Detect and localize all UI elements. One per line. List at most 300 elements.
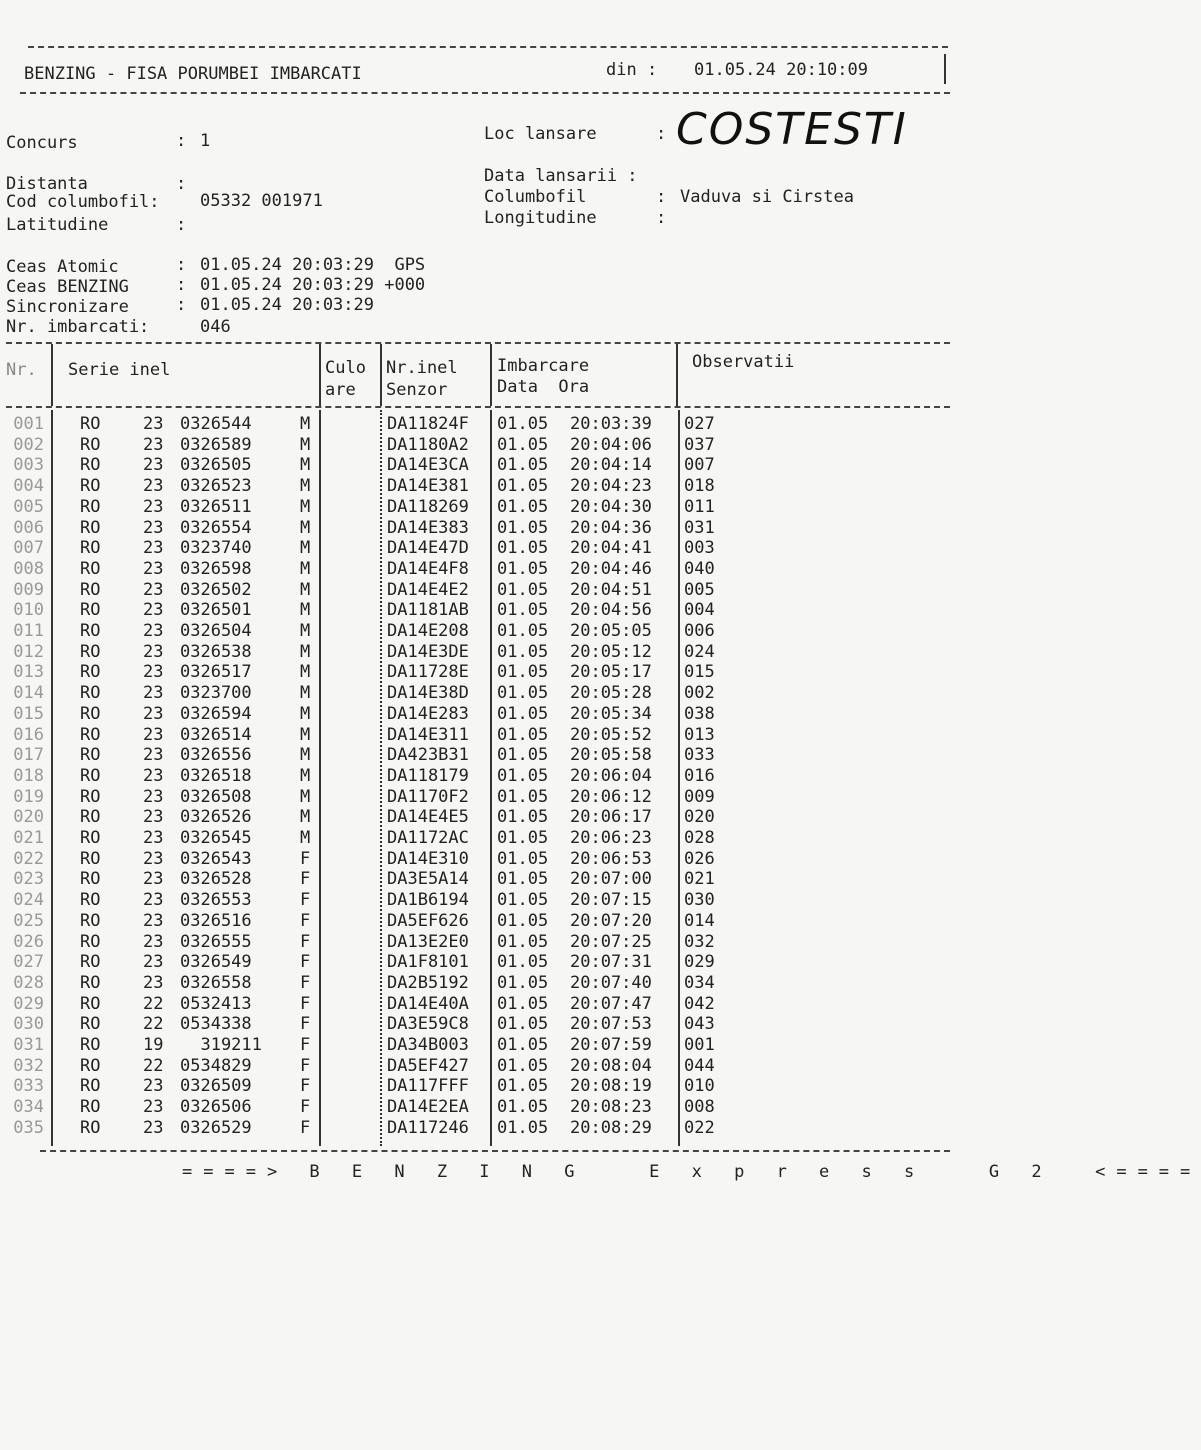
cell-country-code: RO bbox=[80, 890, 101, 911]
cell-country-code: RO bbox=[80, 538, 101, 559]
table-row bbox=[0, 807, 1024, 828]
cell-observatii: 021 bbox=[684, 869, 715, 890]
cell-sensor-id: DA3E59C8 bbox=[387, 1014, 469, 1035]
cell-observatii: 028 bbox=[684, 828, 715, 848]
cell-sex: M bbox=[300, 828, 311, 848]
table-row bbox=[0, 476, 1024, 497]
col-header-imbarcare: Imbarcare bbox=[497, 356, 590, 376]
table-row bbox=[0, 435, 1024, 456]
table-row bbox=[0, 621, 1024, 642]
cell-observatii: 026 bbox=[684, 848, 715, 869]
cell-basket-time: 20:04:14 bbox=[570, 455, 652, 476]
cell-sex: M bbox=[300, 683, 311, 704]
cell-basket-time: 20:04:23 bbox=[570, 476, 652, 497]
cell-row-number: 004 bbox=[13, 476, 44, 497]
col-separator bbox=[51, 344, 53, 406]
cell-ring-number: 0326543 bbox=[180, 848, 252, 869]
distanta-colon: : bbox=[176, 174, 187, 194]
col-header-nr: Nr. bbox=[6, 360, 37, 380]
cell-row-number: 024 bbox=[13, 890, 44, 911]
cell-row-number: 001 bbox=[13, 414, 44, 434]
cell-basket-time: 20:05:58 bbox=[570, 745, 652, 766]
date-label: din : bbox=[606, 60, 658, 80]
cell-ring-year: 23 bbox=[143, 1076, 164, 1097]
cell-ring-number: 0326508 bbox=[180, 786, 252, 807]
table-row bbox=[0, 890, 1024, 911]
cell-country-code: RO bbox=[80, 600, 101, 621]
cell-ring-number: 0323740 bbox=[180, 538, 252, 559]
footer-benzing-express: ====> B E N Z I N G E x p r e s s G 2 <==== bbox=[182, 1162, 1201, 1182]
header-top-rule bbox=[28, 46, 948, 48]
cell-observatii: 034 bbox=[684, 972, 715, 993]
cell-sex: F bbox=[300, 993, 311, 1014]
cell-ring-year: 23 bbox=[143, 455, 164, 476]
cell-basket-time: 20:06:04 bbox=[570, 765, 652, 786]
cell-basket-time: 20:04:56 bbox=[570, 600, 652, 621]
cell-row-number: 005 bbox=[13, 496, 44, 517]
table-row bbox=[0, 787, 1024, 808]
cell-basket-time: 20:04:36 bbox=[570, 517, 652, 538]
cell-basket-date: 01.05 bbox=[497, 724, 549, 745]
table-row bbox=[0, 600, 1024, 621]
cell-row-number: 017 bbox=[13, 745, 44, 766]
cell-country-code: RO bbox=[80, 683, 101, 704]
cell-basket-time: 20:06:12 bbox=[570, 786, 652, 807]
cell-sensor-id: DA14E208 bbox=[387, 621, 469, 641]
cell-observatii: 001 bbox=[684, 1035, 715, 1055]
cell-country-code: RO bbox=[80, 662, 101, 683]
cell-ring-number: 0326555 bbox=[180, 931, 252, 952]
cell-ring-year: 23 bbox=[143, 869, 164, 890]
cell-sensor-id: DA1180A2 bbox=[387, 434, 469, 455]
cell-sex: M bbox=[300, 414, 311, 434]
cell-basket-time: 20:07:25 bbox=[570, 931, 652, 952]
cell-country-code: RO bbox=[80, 496, 101, 517]
cell-sensor-id: DA1170F2 bbox=[387, 786, 469, 807]
cell-ring-year: 23 bbox=[143, 600, 164, 621]
longitudine-label: Longitudine bbox=[484, 208, 597, 228]
cell-observatii: 022 bbox=[684, 1117, 715, 1138]
cell-observatii: 027 bbox=[684, 414, 715, 434]
cell-sensor-id: DA14E38D bbox=[387, 683, 469, 704]
cell-basket-date: 01.05 bbox=[497, 641, 549, 662]
cell-basket-time: 20:06:23 bbox=[570, 828, 652, 848]
cell-basket-date: 01.05 bbox=[497, 931, 549, 952]
cell-sex: F bbox=[300, 1076, 311, 1097]
table-top-rule bbox=[6, 342, 950, 344]
cell-sensor-id: DA14E4F8 bbox=[387, 558, 469, 579]
loc-lansare-handwritten: COSTESTI bbox=[676, 104, 908, 155]
cell-observatii: 033 bbox=[684, 745, 715, 766]
cell-sex: M bbox=[300, 455, 311, 476]
cell-row-number: 021 bbox=[13, 828, 44, 848]
cell-basket-date: 01.05 bbox=[497, 972, 549, 993]
cell-basket-date: 01.05 bbox=[497, 476, 549, 497]
cell-sex: M bbox=[300, 745, 311, 766]
cell-row-number: 032 bbox=[13, 1055, 44, 1076]
cell-basket-time: 20:08:19 bbox=[570, 1076, 652, 1097]
col-header-nr-inel: Nr.inel bbox=[386, 358, 458, 378]
table-row bbox=[0, 725, 1024, 746]
cell-sensor-id: DA117246 bbox=[387, 1117, 469, 1138]
cell-ring-number: 0532413 bbox=[180, 993, 252, 1014]
cell-ring-number: 0326549 bbox=[180, 952, 252, 973]
cell-ring-year: 23 bbox=[143, 745, 164, 766]
cell-country-code: RO bbox=[80, 807, 101, 828]
cell-row-number: 015 bbox=[13, 703, 44, 724]
cell-observatii: 043 bbox=[684, 1014, 715, 1035]
cell-sensor-id: DA1B6194 bbox=[387, 890, 469, 911]
longitudine-colon: : bbox=[656, 208, 667, 228]
cell-row-number: 014 bbox=[13, 683, 44, 704]
cell-basket-time: 20:07:20 bbox=[570, 910, 652, 931]
cell-basket-date: 01.05 bbox=[497, 807, 549, 828]
cell-country-code: RO bbox=[80, 414, 101, 434]
data-lansarii-label: Data lansarii : bbox=[484, 166, 638, 186]
cell-basket-date: 01.05 bbox=[497, 786, 549, 807]
table-row bbox=[0, 1035, 1024, 1056]
cell-row-number: 020 bbox=[13, 807, 44, 828]
cell-ring-number: 0326529 bbox=[180, 1117, 252, 1138]
ceas-atomic-value: 01.05.24 20:03:29 GPS bbox=[200, 255, 426, 275]
cell-observatii: 007 bbox=[684, 455, 715, 476]
cell-country-code: RO bbox=[80, 869, 101, 890]
cell-basket-date: 01.05 bbox=[497, 496, 549, 517]
ceas-benzing-colon: : bbox=[176, 275, 187, 295]
cell-country-code: RO bbox=[80, 765, 101, 786]
cell-observatii: 020 bbox=[684, 807, 715, 828]
col-header-culoare-2: are bbox=[325, 380, 356, 400]
table-row bbox=[0, 766, 1024, 787]
cell-sensor-id: DA11728E bbox=[387, 662, 469, 683]
cell-sensor-id: DA14E3DE bbox=[387, 641, 469, 662]
cell-basket-date: 01.05 bbox=[497, 517, 549, 538]
cell-ring-number: 0326511 bbox=[180, 496, 252, 517]
cell-ring-year: 23 bbox=[143, 662, 164, 683]
cell-observatii: 008 bbox=[684, 1097, 715, 1118]
cell-basket-time: 20:05:28 bbox=[570, 683, 652, 704]
distanta-label: Distanta bbox=[6, 174, 88, 194]
cell-sensor-id: DA1172AC bbox=[387, 828, 469, 848]
cell-sex: F bbox=[300, 952, 311, 973]
cell-ring-year: 23 bbox=[143, 890, 164, 911]
cell-observatii: 042 bbox=[684, 993, 715, 1014]
cell-row-number: 019 bbox=[13, 786, 44, 807]
cell-sex: M bbox=[300, 517, 311, 538]
col-header-observatii: Observatii bbox=[692, 352, 795, 372]
table-row bbox=[0, 559, 1024, 580]
cell-ring-number: 0326505 bbox=[180, 455, 252, 476]
cell-country-code: RO bbox=[80, 786, 101, 807]
cell-basket-date: 01.05 bbox=[497, 600, 549, 621]
cell-basket-date: 01.05 bbox=[497, 993, 549, 1014]
cell-ring-year: 23 bbox=[143, 579, 164, 600]
cell-ring-number: 0326558 bbox=[180, 972, 252, 993]
cell-row-number: 006 bbox=[13, 517, 44, 538]
cell-basket-time: 20:08:29 bbox=[570, 1117, 652, 1138]
concurs-label: Concurs bbox=[6, 133, 78, 153]
cell-ring-year: 23 bbox=[143, 972, 164, 993]
header-bottom-rule bbox=[20, 92, 950, 94]
table-row bbox=[0, 683, 1024, 704]
cell-ring-year: 19 bbox=[143, 1035, 164, 1055]
ceas-benzing-value: 01.05.24 20:03:29 +000 bbox=[200, 275, 426, 295]
cell-ring-number: 0326501 bbox=[180, 600, 252, 621]
cell-sex: M bbox=[300, 724, 311, 745]
header-right-bar bbox=[944, 54, 946, 84]
cell-row-number: 028 bbox=[13, 972, 44, 993]
cell-basket-date: 01.05 bbox=[497, 1035, 549, 1055]
cell-basket-time: 20:07:15 bbox=[570, 890, 652, 911]
cell-sex: F bbox=[300, 1097, 311, 1118]
cell-sex: F bbox=[300, 1055, 311, 1076]
cell-observatii: 002 bbox=[684, 683, 715, 704]
col-header-culoare: Culo bbox=[325, 358, 366, 378]
cell-sex: M bbox=[300, 621, 311, 641]
cell-ring-year: 23 bbox=[143, 724, 164, 745]
cell-sex: M bbox=[300, 703, 311, 724]
cell-sensor-id: DA14E40A bbox=[387, 993, 469, 1014]
cell-observatii: 004 bbox=[684, 600, 715, 621]
table-row bbox=[0, 538, 1024, 559]
cell-ring-number: 0326523 bbox=[180, 476, 252, 497]
table-row bbox=[0, 745, 1024, 766]
ceas-benzing-label: Ceas BENZING bbox=[6, 277, 129, 297]
table-row bbox=[0, 973, 1024, 994]
cell-basket-date: 01.05 bbox=[497, 558, 549, 579]
cell-sensor-id: DA14E3CA bbox=[387, 455, 469, 476]
table-row bbox=[0, 849, 1024, 870]
table-row bbox=[0, 518, 1024, 539]
cell-country-code: RO bbox=[80, 745, 101, 766]
cell-sensor-id: DA3E5A14 bbox=[387, 869, 469, 890]
cell-basket-date: 01.05 bbox=[497, 414, 549, 434]
cell-country-code: RO bbox=[80, 641, 101, 662]
cell-sensor-id: DA34B003 bbox=[387, 1035, 469, 1055]
cell-sensor-id: DA118179 bbox=[387, 765, 469, 786]
cell-basket-time: 20:07:59 bbox=[570, 1035, 652, 1055]
cell-sex: F bbox=[300, 869, 311, 890]
cell-sex: F bbox=[300, 1117, 311, 1138]
cell-row-number: 016 bbox=[13, 724, 44, 745]
sincronizare-label: Sincronizare bbox=[6, 297, 129, 317]
columbofil-value: Vaduva si Cirstea bbox=[680, 187, 854, 207]
report-title: BENZING - FISA PORUMBEI IMBARCATI bbox=[24, 64, 362, 84]
cell-observatii: 009 bbox=[684, 786, 715, 807]
cell-basket-date: 01.05 bbox=[497, 890, 549, 911]
cell-row-number: 007 bbox=[13, 538, 44, 559]
cell-ring-year: 22 bbox=[143, 1014, 164, 1035]
cell-ring-year: 23 bbox=[143, 828, 164, 848]
latitudine-label: Latitudine bbox=[6, 215, 109, 235]
cell-basket-date: 01.05 bbox=[497, 683, 549, 704]
cell-observatii: 040 bbox=[684, 558, 715, 579]
table-bottom-rule bbox=[40, 1150, 950, 1152]
cell-ring-number: 0326594 bbox=[180, 703, 252, 724]
cell-basket-date: 01.05 bbox=[497, 662, 549, 683]
cell-observatii: 032 bbox=[684, 931, 715, 952]
table-row bbox=[0, 642, 1024, 663]
cell-basket-time: 20:05:05 bbox=[570, 621, 652, 641]
cell-observatii: 003 bbox=[684, 538, 715, 559]
cell-country-code: RO bbox=[80, 993, 101, 1014]
table-row bbox=[0, 455, 1024, 476]
cell-sex: F bbox=[300, 931, 311, 952]
table-row bbox=[0, 994, 1024, 1015]
cell-sensor-id: DA13E2E0 bbox=[387, 931, 469, 952]
cell-ring-number: 0326526 bbox=[180, 807, 252, 828]
cell-observatii: 030 bbox=[684, 890, 715, 911]
cell-ring-number: 0326544 bbox=[180, 414, 252, 434]
cell-observatii: 044 bbox=[684, 1055, 715, 1076]
cell-basket-date: 01.05 bbox=[497, 745, 549, 766]
cell-ring-number: 0326598 bbox=[180, 558, 252, 579]
cell-basket-time: 20:08:04 bbox=[570, 1055, 652, 1076]
cell-basket-time: 20:04:06 bbox=[570, 434, 652, 455]
cell-sex: M bbox=[300, 558, 311, 579]
cell-country-code: RO bbox=[80, 931, 101, 952]
table-row bbox=[0, 497, 1024, 518]
cell-row-number: 018 bbox=[13, 765, 44, 786]
cell-basket-date: 01.05 bbox=[497, 848, 549, 869]
cell-row-number: 022 bbox=[13, 848, 44, 869]
cell-ring-year: 23 bbox=[143, 538, 164, 559]
cell-sex: M bbox=[300, 434, 311, 455]
col-separator bbox=[319, 344, 321, 406]
cell-ring-number: 0326518 bbox=[180, 765, 252, 786]
table-row bbox=[0, 1056, 1024, 1077]
cell-sensor-id: DA14E383 bbox=[387, 517, 469, 538]
cell-basket-time: 20:04:30 bbox=[570, 496, 652, 517]
cell-country-code: RO bbox=[80, 579, 101, 600]
cell-ring-year: 23 bbox=[143, 1097, 164, 1118]
sincronizare-colon: : bbox=[176, 295, 187, 315]
cell-observatii: 016 bbox=[684, 765, 715, 786]
cell-observatii: 029 bbox=[684, 952, 715, 973]
cell-ring-year: 23 bbox=[143, 848, 164, 869]
concurs-colon: : bbox=[176, 131, 197, 151]
cell-basket-time: 20:04:41 bbox=[570, 538, 652, 559]
cell-sex: F bbox=[300, 910, 311, 931]
cell-sensor-id: DA1F8101 bbox=[387, 952, 469, 973]
cell-basket-date: 01.05 bbox=[497, 455, 549, 476]
cell-basket-date: 01.05 bbox=[497, 538, 549, 559]
cell-sensor-id: DA14E381 bbox=[387, 476, 469, 497]
cell-sensor-id: DA2B5192 bbox=[387, 972, 469, 993]
cell-ring-year: 22 bbox=[143, 1055, 164, 1076]
cell-row-number: 027 bbox=[13, 952, 44, 973]
table-row bbox=[0, 662, 1024, 683]
nr-imbarcati-value: 046 bbox=[200, 317, 231, 337]
cell-ring-year: 23 bbox=[143, 683, 164, 704]
table-row bbox=[0, 828, 1024, 849]
ceas-atomic-colon: : bbox=[176, 255, 187, 275]
cell-ring-number: 0326509 bbox=[180, 1076, 252, 1097]
cell-row-number: 003 bbox=[13, 455, 44, 476]
cell-country-code: RO bbox=[80, 828, 101, 848]
cell-observatii: 013 bbox=[684, 724, 715, 745]
cell-sensor-id: DA423B31 bbox=[387, 745, 469, 766]
cell-sensor-id: DA5EF427 bbox=[387, 1055, 469, 1076]
cell-sensor-id: DA11824F bbox=[387, 414, 469, 434]
cell-sex: M bbox=[300, 538, 311, 559]
cell-row-number: 035 bbox=[13, 1117, 44, 1138]
cell-sex: F bbox=[300, 1035, 311, 1055]
cell-country-code: RO bbox=[80, 476, 101, 497]
cell-ring-number: 0326506 bbox=[180, 1097, 252, 1118]
cell-country-code: RO bbox=[80, 455, 101, 476]
ceas-atomic-label: Ceas Atomic bbox=[6, 257, 119, 277]
col-separator bbox=[490, 344, 492, 406]
cell-sensor-id: DA118269 bbox=[387, 496, 469, 517]
cell-ring-number: 0326516 bbox=[180, 910, 252, 931]
cell-row-number: 011 bbox=[13, 621, 44, 641]
cell-ring-year: 23 bbox=[143, 641, 164, 662]
cell-sex: M bbox=[300, 579, 311, 600]
cell-basket-time: 20:07:40 bbox=[570, 972, 652, 993]
cell-country-code: RO bbox=[80, 972, 101, 993]
cell-row-number: 012 bbox=[13, 641, 44, 662]
cell-sensor-id: DA14E311 bbox=[387, 724, 469, 745]
cell-ring-year: 23 bbox=[143, 807, 164, 828]
cell-basket-time: 20:06:17 bbox=[570, 807, 652, 828]
cell-ring-year: 23 bbox=[143, 910, 164, 931]
cell-observatii: 010 bbox=[684, 1076, 715, 1097]
cell-observatii: 038 bbox=[684, 703, 715, 724]
cell-ring-number: 0326538 bbox=[180, 641, 252, 662]
cell-sensor-id: DA14E283 bbox=[387, 703, 469, 724]
cell-ring-year: 23 bbox=[143, 952, 164, 973]
cell-sensor-id: DA14E4E2 bbox=[387, 579, 469, 600]
table-row bbox=[0, 932, 1024, 953]
cell-basket-date: 01.05 bbox=[497, 869, 549, 890]
date-value: 01.05.24 20:10:09 bbox=[694, 60, 868, 80]
cell-row-number: 029 bbox=[13, 993, 44, 1014]
cell-sensor-id: DA1181AB bbox=[387, 600, 469, 621]
cell-ring-number: 319211 bbox=[180, 1035, 262, 1055]
cell-observatii: 037 bbox=[684, 434, 715, 455]
cell-country-code: RO bbox=[80, 517, 101, 538]
cell-basket-date: 01.05 bbox=[497, 828, 549, 848]
cell-ring-year: 23 bbox=[143, 931, 164, 952]
nr-imbarcati-label: Nr. imbarcati: bbox=[6, 317, 150, 337]
cell-ring-number: 0326502 bbox=[180, 579, 252, 600]
cell-row-number: 010 bbox=[13, 600, 44, 621]
cell-ring-number: 0326517 bbox=[180, 662, 252, 683]
cell-ring-year: 23 bbox=[143, 476, 164, 497]
cell-observatii: 005 bbox=[684, 579, 715, 600]
cell-row-number: 025 bbox=[13, 910, 44, 931]
cell-basket-date: 01.05 bbox=[497, 703, 549, 724]
cell-ring-year: 23 bbox=[143, 1117, 164, 1138]
loc-lansare-label: Loc lansare bbox=[484, 124, 597, 144]
table-row bbox=[0, 1076, 1024, 1097]
cell-basket-time: 20:05:17 bbox=[570, 662, 652, 683]
cell-sensor-id: DA14E310 bbox=[387, 848, 469, 869]
cell-row-number: 002 bbox=[13, 434, 44, 455]
col-separator bbox=[380, 344, 382, 406]
cell-row-number: 034 bbox=[13, 1097, 44, 1118]
cell-country-code: RO bbox=[80, 434, 101, 455]
cell-basket-time: 20:06:53 bbox=[570, 848, 652, 869]
cell-row-number: 009 bbox=[13, 579, 44, 600]
cell-basket-time: 20:08:23 bbox=[570, 1097, 652, 1118]
cell-ring-number: 0326553 bbox=[180, 890, 252, 911]
col-separator bbox=[676, 344, 678, 406]
cell-basket-time: 20:07:00 bbox=[570, 869, 652, 890]
cell-sensor-id: DA117FFF bbox=[387, 1076, 469, 1097]
cell-country-code: RO bbox=[80, 1076, 101, 1097]
